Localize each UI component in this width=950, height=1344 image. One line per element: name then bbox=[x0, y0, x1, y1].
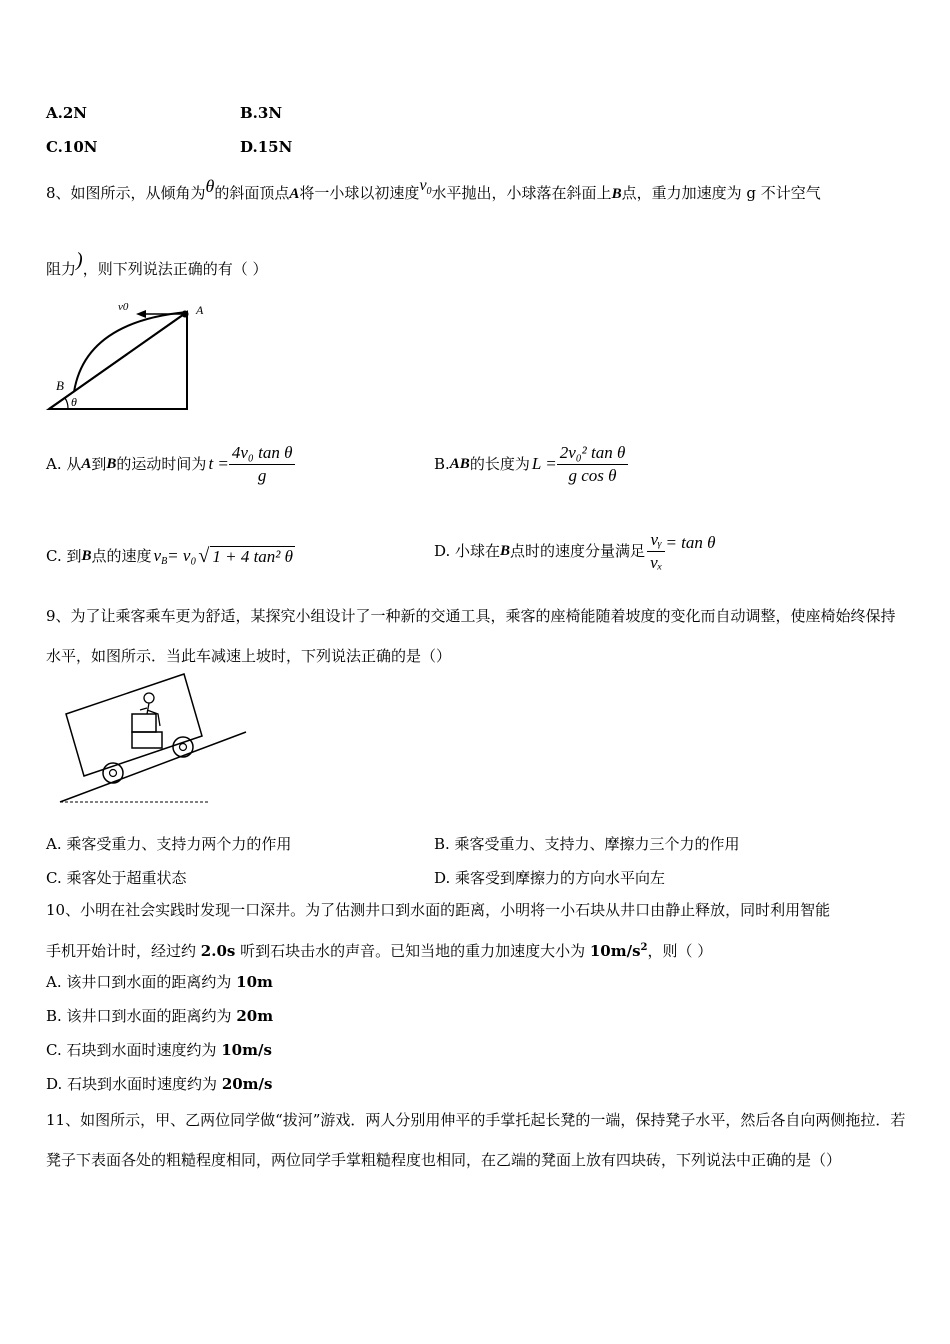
q8-option-b bbox=[434, 438, 628, 490]
fraction bbox=[647, 529, 665, 574]
point-b-label: B bbox=[81, 548, 92, 564]
label-v0: v0 bbox=[118, 301, 129, 313]
label-b: B bbox=[56, 378, 64, 393]
segment-ab-label: AB bbox=[449, 456, 470, 472]
q9-option-d: D. 乘客受到摩擦力的方向水平向左 bbox=[434, 869, 666, 887]
option-label: B. bbox=[434, 455, 450, 473]
incline-surface bbox=[49, 312, 187, 409]
superscript: 2 bbox=[640, 942, 648, 953]
q7-option-c: C.10N bbox=[46, 138, 98, 156]
fraction bbox=[229, 442, 296, 487]
formula-rhs: = tan θ bbox=[665, 533, 716, 552]
q7-option-a: A.2N bbox=[46, 104, 88, 122]
option-text: 点的速度 bbox=[91, 547, 152, 565]
q7-option-d: D.15N bbox=[240, 138, 293, 156]
wheel-front bbox=[173, 737, 193, 757]
option-text: D. 石块到水面时速度约为 bbox=[46, 1075, 222, 1093]
q10-stem-line2 bbox=[46, 938, 712, 961]
q11-stem: 11、如图所示，甲、乙两位同学做“拔河”游戏．两人分别用伸平的手掌托起长凳的一端，保持凳子水平，然后各自向两侧拖拉．若凳子下表面各处的粗糙程度相同，两位同学手掌粗糙程度也相同，在乙端的凳面上放有四块砖，下列说法中正确的是（） bbox=[46, 1111, 906, 1169]
q10-stem-text: 手机开始计时，经过约 bbox=[46, 942, 201, 960]
gravity-value: 10m/s bbox=[589, 942, 641, 960]
numerator: vᵧ bbox=[647, 529, 665, 552]
wheel-hub bbox=[180, 744, 187, 751]
option-text: C. 石块到水面时速度约为 bbox=[46, 1041, 222, 1059]
option-label: C. 到 bbox=[46, 547, 82, 565]
radicand: 1 + 4 tan² θ bbox=[212, 546, 293, 566]
q8-stem-line2 bbox=[46, 249, 268, 279]
denominator: g cos θ bbox=[568, 465, 617, 485]
option-label: A. 从 bbox=[46, 455, 82, 473]
option-value: 20m/s bbox=[221, 1075, 273, 1093]
seat-base bbox=[132, 732, 162, 748]
time-value: 2.0s bbox=[200, 942, 236, 960]
point-b-label: B bbox=[611, 186, 622, 202]
denominator: vₓ bbox=[650, 552, 663, 572]
subscript: B bbox=[161, 556, 168, 567]
point-b-label: B bbox=[106, 456, 117, 472]
q10-option-a bbox=[46, 972, 273, 992]
q10-stem-line1: 10、小明在社会实践时发现一口深井。为了估测井口到水面的距离，小明将一小石块从井口由静止释放，同时利用智能 bbox=[46, 901, 831, 919]
v0-symbol: $v_0$ bbox=[419, 177, 432, 198]
formula-time bbox=[208, 442, 295, 487]
q9-option-c: C. 乘客处于超重状态 bbox=[46, 869, 187, 887]
denominator: g bbox=[257, 465, 267, 485]
formula-lhs: t = bbox=[208, 454, 229, 473]
q9-option-a: A. 乘客受重力、支持力两个力的作用 bbox=[46, 835, 292, 853]
option-label: D. 小球在 bbox=[434, 542, 501, 560]
label-theta: θ bbox=[71, 395, 77, 409]
formula-lhs: v bbox=[153, 546, 162, 565]
option-text: 到 bbox=[91, 455, 107, 473]
formula-length bbox=[532, 442, 629, 487]
formula-speed bbox=[154, 546, 295, 567]
vehicle-body bbox=[66, 674, 202, 776]
point-a-label: A bbox=[289, 186, 300, 202]
q8-option-d bbox=[434, 524, 716, 578]
angle-arc bbox=[65, 398, 68, 409]
q8-stem-text: 8、如图所示，从倾角为 bbox=[46, 184, 206, 202]
q10-stem-text: 听到石块击水的声音。已知当地的重力加速度大小为 bbox=[235, 942, 590, 960]
numerator: 4v₀ tan θ bbox=[229, 442, 296, 465]
q9-option-b: B. 乘客受重力、支持力、摩擦力三个力的作用 bbox=[434, 835, 740, 853]
slope-line bbox=[60, 732, 246, 802]
option-value: 10m/s bbox=[221, 1041, 272, 1059]
fraction bbox=[557, 442, 629, 487]
option-text: A. 该井口到水面的距离约为 bbox=[46, 973, 237, 991]
q7-option-b: B.3N bbox=[240, 104, 283, 122]
sqrt-sign-icon: √ bbox=[198, 545, 210, 567]
wheel-hub bbox=[110, 770, 117, 777]
q8-stem-text: 的斜面顶点 bbox=[214, 184, 290, 202]
option-text: 的长度为 bbox=[469, 455, 530, 473]
q8-stem-text: 点，重力加速度为 g 不计空气 bbox=[621, 184, 821, 202]
passenger-head bbox=[144, 693, 154, 703]
point-a-label: A bbox=[81, 456, 92, 472]
q9-stem: 9、为了让乘客乘车更为舒适，某探究小组设计了一种新的交通工具，乘客的座椅能随着坡度的变化而自动调整，使座椅始终保持水平，如图所示．当此车减速上坡时，下列说法正确的是（） bbox=[46, 607, 896, 665]
q10-option-b bbox=[46, 1006, 273, 1026]
q8-stem-text: 将一小球以初速度 bbox=[299, 184, 420, 202]
projectile-incline-figure bbox=[44, 296, 214, 414]
q8-stem-text: 水平抛出，小球落在斜面上 bbox=[431, 184, 612, 202]
point-b-label: B bbox=[500, 543, 511, 559]
q8-option-c bbox=[46, 538, 295, 574]
seat-block bbox=[132, 714, 156, 732]
arrow-head bbox=[136, 310, 146, 318]
option-text: 点时的速度分量满足 bbox=[510, 542, 646, 560]
option-value: 20m bbox=[236, 1007, 274, 1025]
q8-stem-text: ，则下列说法正确的有（ ） bbox=[82, 260, 268, 278]
option-value: 10m bbox=[236, 973, 273, 991]
formula-lhs: L = bbox=[531, 454, 557, 473]
q8-stem-text: 阻力 bbox=[46, 260, 77, 278]
q10-stem-text: ，则（ ） bbox=[647, 942, 713, 960]
q10-option-c bbox=[46, 1040, 272, 1060]
q10-option-d bbox=[46, 1074, 272, 1094]
paren-symbol: ) bbox=[76, 249, 83, 271]
theta-symbol: θ bbox=[205, 176, 215, 196]
vehicle-slope-figure bbox=[56, 670, 252, 808]
label-a: A bbox=[196, 303, 204, 317]
q8-stem-line1 bbox=[46, 176, 821, 210]
option-text: 的运动时间为 bbox=[116, 455, 207, 473]
option-text: B. 该井口到水面的距离约为 bbox=[46, 1007, 237, 1025]
formula-components bbox=[647, 529, 715, 574]
formula-eq: = v₀ bbox=[167, 546, 197, 565]
numerator: 2v₀² tan θ bbox=[557, 442, 629, 465]
q8-option-a bbox=[46, 438, 295, 490]
